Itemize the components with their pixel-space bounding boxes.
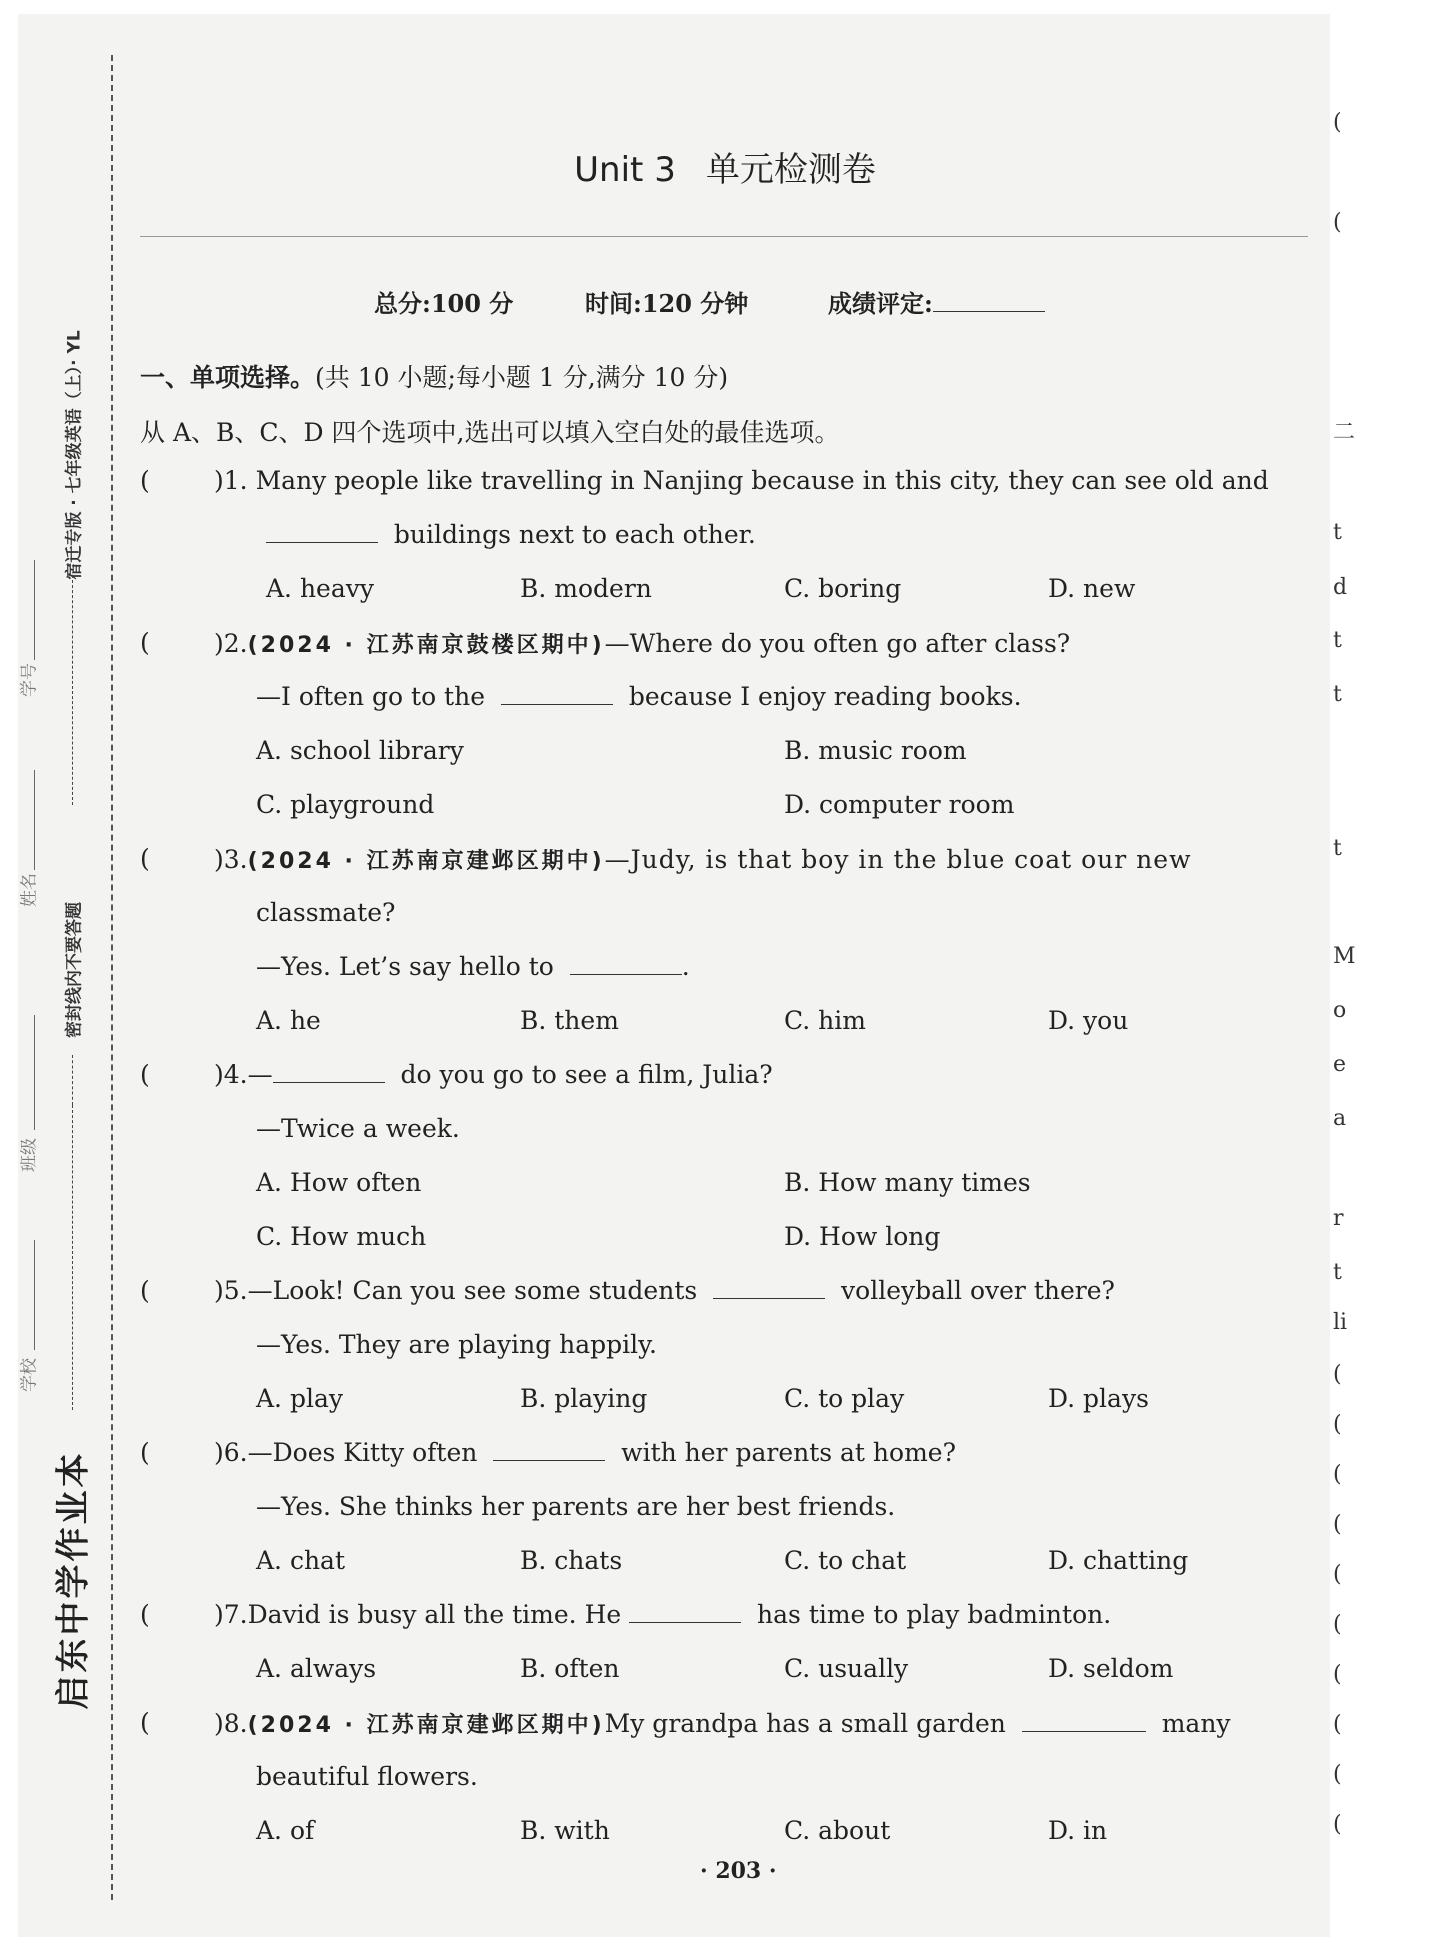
name-field-line[interactable]: [34, 770, 35, 870]
edge-fragment: 二: [1333, 420, 1356, 445]
question-3-cont: classmate?: [256, 898, 396, 927]
seal-note: 密封线内不要答题: [64, 902, 85, 1038]
question-8: )8.(2024 · 江苏南京建邺区期中)My grandpa has a small garden many: [214, 1709, 1231, 1738]
edge-fragment: (: [1333, 1612, 1342, 1637]
option-d[interactable]: D. chatting: [1048, 1546, 1189, 1575]
answer-blank[interactable]: [266, 542, 378, 543]
school-field-line[interactable]: [34, 1240, 35, 1350]
option-d[interactable]: D. new: [1048, 574, 1136, 603]
number-field-line[interactable]: [34, 560, 35, 660]
header-rule: [140, 236, 1308, 237]
option-c[interactable]: C. How much: [256, 1222, 427, 1251]
option-c[interactable]: C. to chat: [784, 1546, 907, 1575]
section-instruction: 从 A、B、C、D 四个选项中,选出可以填入空白处的最佳选项。: [140, 418, 840, 447]
option-c[interactable]: C. usually: [784, 1654, 909, 1683]
class-field-label: 班级: [19, 1138, 40, 1172]
edge-fragment: (: [1333, 1512, 1342, 1537]
grade-blank[interactable]: [933, 311, 1045, 312]
total-score: 总分:100 分: [374, 289, 514, 318]
page-title: [0, 142, 1450, 191]
option-c[interactable]: C. about: [784, 1816, 891, 1845]
edge-fragment: o: [1333, 998, 1347, 1023]
edge-fragment: (: [1333, 1412, 1342, 1437]
option-b[interactable]: B. music room: [784, 736, 967, 765]
edge-fragment: e: [1333, 1052, 1347, 1077]
option-b[interactable]: B. playing: [520, 1384, 648, 1413]
section-heading: 一、单项选择。(共 10 小题;每小题 1 分,满分 10 分): [140, 363, 729, 392]
grade-label: 成绩评定:: [828, 284, 1045, 319]
seal-dash-segment: [72, 1055, 73, 1105]
name-field-label: 姓名: [19, 873, 40, 907]
answer-paren[interactable]: (: [140, 628, 150, 657]
question-6-reply: —Yes. She thinks her parents are her best friends.: [256, 1492, 896, 1521]
option-b[interactable]: B. chats: [520, 1546, 623, 1575]
answer-blank[interactable]: [570, 974, 682, 975]
page-number: · 203 ·: [700, 1858, 777, 1884]
option-a[interactable]: A. play: [256, 1384, 343, 1413]
answer-blank[interactable]: [713, 1298, 825, 1299]
option-b[interactable]: B. them: [520, 1006, 619, 1035]
option-a[interactable]: A. chat: [256, 1546, 346, 1575]
seal-dash-segment: [72, 575, 73, 805]
answer-blank[interactable]: [629, 1622, 741, 1623]
option-d[interactable]: D. plays: [1048, 1384, 1149, 1413]
question-5: )5.—Look! Can you see some students volleyball over there?: [214, 1276, 1115, 1305]
question-3-reply: —Yes. Let’s say hello to .: [256, 952, 690, 981]
option-c[interactable]: C. boring: [784, 574, 902, 603]
option-a[interactable]: A. always: [256, 1654, 377, 1683]
answer-blank[interactable]: [273, 1082, 385, 1083]
class-field-line[interactable]: [34, 1015, 35, 1130]
answer-blank[interactable]: [1022, 1731, 1146, 1732]
number-field-label: 学号: [19, 663, 40, 697]
edge-fragment: d: [1333, 575, 1348, 600]
series-label: 宿迁专版 · 七年级英语（上）· YL: [64, 330, 85, 580]
answer-paren[interactable]: (: [140, 844, 150, 873]
answer-paren[interactable]: (: [140, 1600, 150, 1629]
option-c[interactable]: C. playground: [256, 790, 435, 819]
unit-label: Unit 3: [574, 150, 676, 190]
option-a[interactable]: A. How often: [256, 1168, 422, 1197]
edge-fragment: (: [1333, 1562, 1342, 1587]
edge-fragment: (: [1333, 1362, 1342, 1387]
question-5-reply: —Yes. They are playing happily.: [256, 1330, 657, 1359]
option-b[interactable]: B. modern: [520, 574, 652, 603]
edge-fragment: li: [1333, 1310, 1348, 1335]
answer-paren[interactable]: (: [140, 1438, 150, 1467]
option-d[interactable]: D. seldom: [1048, 1654, 1174, 1683]
edge-fragment: t: [1333, 836, 1342, 861]
question-7: )7.David is busy all the time. He has time to play badminton.: [214, 1600, 1112, 1629]
option-a[interactable]: A. of: [256, 1816, 315, 1845]
option-a[interactable]: A. school library: [256, 736, 464, 765]
question-2-cont: —I often go to the because I enjoy reading books.: [256, 682, 1022, 711]
seal-dashed-line: [111, 55, 113, 1900]
school-field-label: 学校: [19, 1358, 40, 1392]
edge-fragment: (: [1333, 110, 1342, 135]
edge-fragment: (: [1333, 210, 1342, 235]
edge-fragment: (: [1333, 1662, 1342, 1687]
option-c[interactable]: C. him: [784, 1006, 866, 1035]
option-d[interactable]: D. you: [1048, 1006, 1129, 1035]
time-limit: 时间:120 分钟: [585, 289, 749, 318]
edge-fragment: t: [1333, 628, 1342, 653]
answer-paren[interactable]: (: [140, 1276, 150, 1305]
question-1-cont: buildings next to each other.: [266, 520, 756, 549]
test-title: 单元检测卷: [705, 150, 876, 190]
option-d[interactable]: D. How long: [784, 1222, 941, 1251]
edge-fragment: (: [1333, 1812, 1342, 1837]
edge-fragment: a: [1333, 1106, 1347, 1131]
option-b[interactable]: B. How many times: [784, 1168, 1031, 1197]
edge-fragment: (: [1333, 1712, 1342, 1737]
question-1: )1. Many people like travelling in Nanjing because in this city, they can see old and: [214, 466, 1269, 495]
edge-fragment: (: [1333, 1462, 1342, 1487]
edge-fragment: M: [1333, 944, 1356, 969]
edge-fragment: t: [1333, 682, 1342, 707]
answer-paren[interactable]: (: [140, 466, 150, 495]
edge-fragment: t: [1333, 1260, 1342, 1285]
edge-fragment: t: [1333, 520, 1342, 545]
option-a[interactable]: A. he: [256, 1006, 321, 1035]
answer-paren[interactable]: (: [140, 1708, 150, 1737]
question-4: )4.— do you go to see a film, Julia?: [214, 1060, 773, 1089]
question-6: )6.—Does Kitty often with her parents at home?: [214, 1438, 956, 1467]
question-2: )2.(2024 · 江苏南京鼓楼区期中)—Where do you often go after class?: [214, 629, 1071, 658]
option-d[interactable]: D. in: [1048, 1816, 1108, 1845]
question-3: )3.(2024 · 江苏南京建邺区期中)—Judy, is that boy in the blue coat our new: [214, 845, 1192, 874]
option-b[interactable]: B. often: [520, 1654, 620, 1683]
seal-dash-segment: [72, 1105, 73, 1410]
option-b[interactable]: B. with: [520, 1816, 610, 1845]
edge-fragment: r: [1333, 1206, 1344, 1231]
option-d[interactable]: D. computer room: [784, 790, 1015, 819]
edge-fragment: (: [1333, 1762, 1342, 1787]
option-a[interactable]: A. heavy: [266, 574, 374, 603]
option-c[interactable]: C. to play: [784, 1384, 905, 1413]
answer-blank[interactable]: [501, 704, 613, 705]
answer-blank[interactable]: [493, 1460, 605, 1461]
question-8-cont: beautiful flowers.: [256, 1762, 478, 1791]
answer-paren[interactable]: (: [140, 1060, 150, 1089]
brand-name: 启东中学作业本: [53, 1450, 94, 1710]
question-4-reply: —Twice a week.: [256, 1114, 460, 1143]
